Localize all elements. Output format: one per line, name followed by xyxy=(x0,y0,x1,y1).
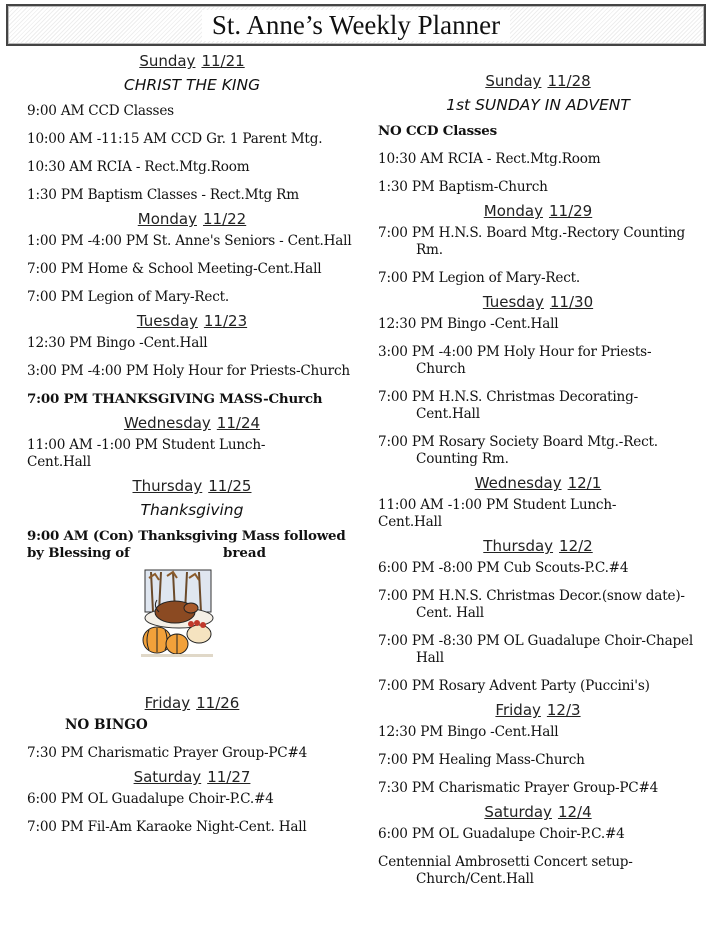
day-heading-monday: Monday 11/29 xyxy=(483,202,593,220)
event-item: 12:30 PM Bingo -Cent.Hall xyxy=(378,724,559,740)
event-item: 1:00 PM -4:00 PM St. Anne's Seniors - Cent.Hall xyxy=(27,233,352,249)
day-heading-friday: Friday 11/26 xyxy=(144,694,240,712)
event-item: 11:00 AM -1:00 PM Student Lunch-Cent.Hall xyxy=(378,497,617,530)
right-column xyxy=(378,72,698,899)
event-item-bold: 9:00 AM (Con) Thanksgiving Mass followed by Blessing of xyxy=(27,528,346,561)
day-heading-sunday: Sunday 11/28 xyxy=(485,72,591,90)
event-item: 1:30 PM Baptism-Church xyxy=(378,179,548,195)
day-heading-wednesday: Wednesday 12/1 xyxy=(474,474,602,492)
event-item: 7:30 PM Charismatic Prayer Group-PC#4 xyxy=(378,780,659,796)
event-item: 7:00 PM -8:30 PM OL Guadalupe Choir-Chapel Hall xyxy=(378,633,693,666)
day-heading-sunday: Sunday 11/21 xyxy=(139,52,245,70)
event-item: 7:00 PM Fil-Am Karaoke Night-Cent. Hall xyxy=(27,819,307,835)
day-heading-monday: Monday 11/22 xyxy=(137,210,247,228)
event-item: 3:00 PM -4:00 PM Holy Hour for Priests-Church xyxy=(378,344,652,377)
event-item: 12:30 PM Bingo -Cent.Hall xyxy=(378,316,559,332)
title-bar xyxy=(6,4,706,46)
event-item: 12:30 PM Bingo -Cent.Hall xyxy=(27,335,208,351)
event-item: 6:00 PM OL Guadalupe Choir-P.C.#4 xyxy=(27,791,274,807)
thanksgiving-event xyxy=(27,528,357,562)
day-heading-wednesday: Wednesday 11/24 xyxy=(123,414,261,432)
event-item: 11:00 AM -1:00 PM Student Lunch-Cent.Hall xyxy=(27,437,266,470)
event-item: 7:00 PM H.N.S. Board Mtg.-Rectory Counting Rm. xyxy=(378,225,686,258)
event-item-bold-end: bread xyxy=(223,545,266,561)
day-heading-saturday: Saturday 11/27 xyxy=(133,768,251,786)
event-item: 7:00 PM Legion of Mary-Rect. xyxy=(378,270,581,286)
page-title: St. Anne’s Weekly Planner xyxy=(202,10,510,41)
day-heading-tuesday: Tuesday 11/30 xyxy=(482,293,594,311)
day-heading-thursday: Thursday 12/2 xyxy=(483,537,593,555)
event-item: 7:00 PM Legion of Mary-Rect. xyxy=(27,289,230,305)
day-heading-tuesday: Tuesday 11/23 xyxy=(136,312,248,330)
event-item: 7:00 PM Healing Mass-Church xyxy=(378,752,585,768)
event-item: 7:30 PM Charismatic Prayer Group-PC#4 xyxy=(27,745,308,761)
event-item: 10:30 AM RCIA - Rect.Mtg.Room xyxy=(27,159,250,175)
event-item: 7:00 PM H.N.S. Christmas Decor.(snow date)-Cent. Hall xyxy=(378,588,685,621)
event-item: 7:00 PM Rosary Society Board Mtg.-Rect. Counting Rm. xyxy=(378,434,658,467)
day-heading-saturday: Saturday 12/4 xyxy=(484,803,592,821)
event-item: 7:00 PM Rosary Advent Party (Puccini's) xyxy=(378,678,650,694)
event-item-bold: NO CCD Classes xyxy=(378,123,497,139)
event-item: 1:30 PM Baptism Classes - Rect.Mtg Rm xyxy=(27,187,299,203)
event-item: 6:00 PM OL Guadalupe Choir-P.C.#4 xyxy=(378,826,625,842)
feast-title: CHRIST THE KING xyxy=(123,76,261,94)
turkey-clipart-icon xyxy=(137,568,217,660)
feast-title: 1st SUNDAY IN ADVENT xyxy=(446,96,630,114)
event-item: 7:00 PM Home & School Meeting-Cent.Hall xyxy=(27,261,322,277)
event-item: 10:00 AM -11:15 AM CCD Gr. 1 Parent Mtg. xyxy=(27,131,323,147)
left-column xyxy=(27,52,357,847)
event-item: 9:00 AM CCD Classes xyxy=(27,103,174,119)
event-item-bold: 7:00 PM THANKSGIVING MASS-Church xyxy=(27,391,323,407)
event-item: 10:30 AM RCIA - Rect.Mtg.Room xyxy=(378,151,601,167)
event-item: 7:00 PM H.N.S. Christmas Decorating-Cent.Hall xyxy=(378,389,638,422)
event-item: Centennial Ambrosetti Concert setup-Church/Cent.Hall xyxy=(378,854,633,887)
day-heading-friday: Friday 12/3 xyxy=(495,701,581,719)
event-item: 6:00 PM -8:00 PM Cub Scouts-P.C.#4 xyxy=(378,560,629,576)
no-bingo-note: NO BINGO xyxy=(65,717,148,733)
event-item: 3:00 PM -4:00 PM Holy Hour for Priests-Church xyxy=(27,363,350,379)
day-heading-thursday: Thursday 11/25 xyxy=(132,477,252,495)
feast-title: Thanksgiving xyxy=(140,501,244,519)
